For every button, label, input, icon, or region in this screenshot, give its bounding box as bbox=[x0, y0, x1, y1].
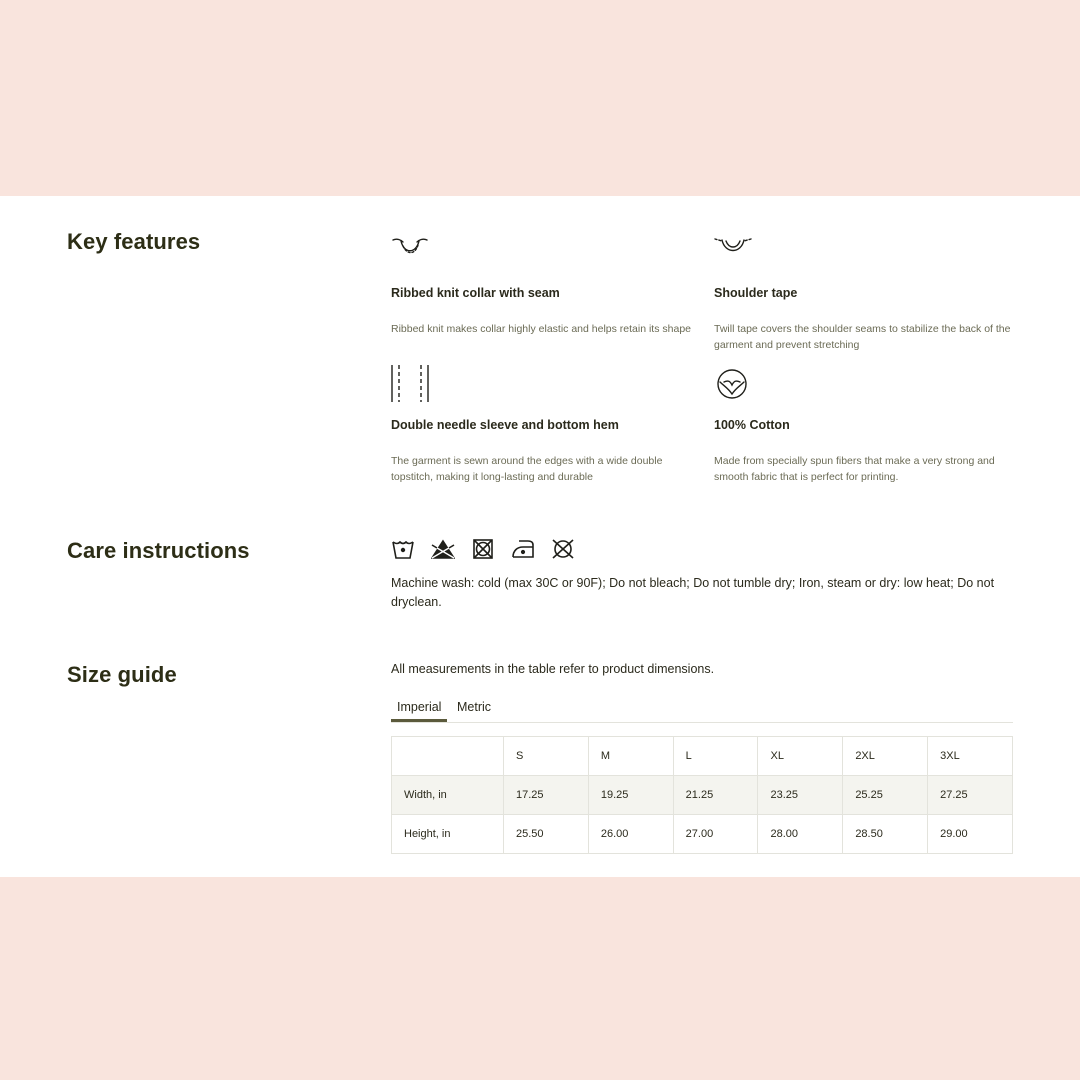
feature-cotton bbox=[714, 364, 1014, 488]
table-header-cell: M bbox=[588, 737, 673, 776]
shoulder-tape-icon bbox=[714, 232, 758, 272]
table-header-row bbox=[392, 737, 1013, 776]
feature-shoulder-tape bbox=[714, 232, 1014, 352]
table-header-cell: S bbox=[504, 737, 589, 776]
cotton-icon bbox=[714, 364, 758, 404]
table-cell: 28.50 bbox=[843, 815, 928, 854]
table-cell: 27.25 bbox=[928, 776, 1013, 815]
feature-description: Ribbed knit makes collar highly elastic and helps retain its shape bbox=[391, 323, 691, 335]
do-not-bleach-icon bbox=[431, 537, 455, 561]
care-instructions-text: Machine wash: cold (max 30C or 90F); Do not bleach; Do not tumble dry; Iron, steam or dry: low heat; Do not dryclean. bbox=[391, 576, 995, 609]
tab-imperial[interactable]: Imperial bbox=[391, 698, 447, 722]
feature-title: Double needle sleeve and bottom hem bbox=[391, 418, 619, 432]
iron-low-heat-icon bbox=[511, 537, 535, 561]
size-guide-title: Size guide bbox=[67, 662, 177, 687]
feature-ribbed-collar bbox=[391, 232, 691, 352]
care-icons-row bbox=[391, 537, 575, 561]
table-cell: 23.25 bbox=[758, 776, 843, 815]
table-cell: 25.50 bbox=[504, 815, 589, 854]
table-cell: Height, in bbox=[392, 815, 504, 854]
table-cell: 19.25 bbox=[588, 776, 673, 815]
key-features-title: Key features bbox=[67, 229, 201, 254]
machine-wash-cold-icon bbox=[391, 537, 415, 561]
table-cell: 21.25 bbox=[673, 776, 758, 815]
feature-title: Ribbed knit collar with seam bbox=[391, 286, 560, 300]
do-not-tumble-dry-icon bbox=[471, 537, 495, 561]
table-cell: 26.00 bbox=[588, 815, 673, 854]
table-row bbox=[392, 815, 1013, 854]
table-header-cell: 3XL bbox=[928, 737, 1013, 776]
feature-description: Twill tape covers the shoulder seams to stabilize the back of the garment and prevent stretching bbox=[714, 323, 1011, 351]
size-guide-note: All measurements in the table refer to product dimensions. bbox=[391, 662, 715, 676]
table-cell: 28.00 bbox=[758, 815, 843, 854]
table-header-cell: L bbox=[673, 737, 758, 776]
feature-title: 100% Cotton bbox=[714, 418, 790, 432]
table-cell: 27.00 bbox=[673, 815, 758, 854]
table-row bbox=[392, 776, 1013, 815]
table-header-cell: 2XL bbox=[843, 737, 928, 776]
table-header-cell bbox=[392, 737, 504, 776]
double-needle-icon bbox=[391, 364, 435, 404]
table-header-cell: XL bbox=[758, 737, 843, 776]
feature-description: Made from specially spun fibers that make a very strong and smooth fabric that is perfect for printing. bbox=[714, 455, 995, 483]
feature-description: The garment is sewn around the edges with a wide double topstitch, making it long-lasting and durable bbox=[391, 455, 663, 483]
table-cell: 17.25 bbox=[504, 776, 589, 815]
product-details-panel bbox=[0, 196, 1080, 877]
feature-double-needle bbox=[391, 364, 691, 488]
tab-metric[interactable]: Metric bbox=[457, 700, 492, 714]
feature-title: Shoulder tape bbox=[714, 286, 798, 300]
size-table bbox=[391, 736, 1013, 854]
table-cell: 29.00 bbox=[928, 815, 1013, 854]
do-not-dryclean-icon bbox=[551, 537, 575, 561]
table-cell: 25.25 bbox=[843, 776, 928, 815]
unit-tabs bbox=[391, 698, 1013, 723]
care-instructions-title: Care instructions bbox=[67, 538, 250, 563]
ribbed-collar-icon bbox=[391, 232, 435, 272]
table-cell: Width, in bbox=[392, 776, 504, 815]
